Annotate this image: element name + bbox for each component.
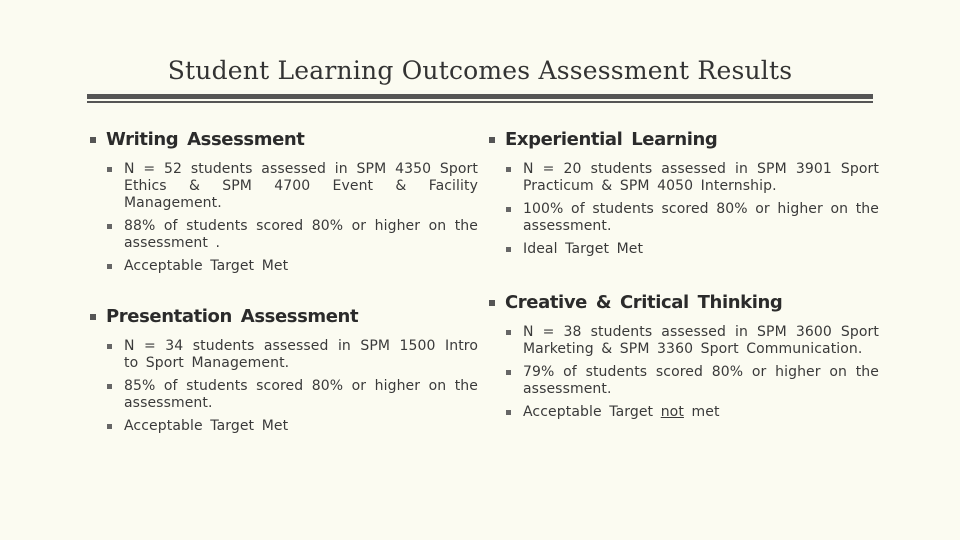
list-item: N = 34 students assessed in SPM 1500 Intro to Sport Management. (124, 338, 478, 372)
square-bullet-icon (506, 247, 511, 252)
section-heading (487, 291, 879, 315)
square-bullet-icon (506, 207, 511, 212)
heading-text: Writing Assessment (106, 129, 305, 150)
presentation-assessment-section (88, 305, 478, 435)
list-item: 85% of students scored 80% or higher on the assessment. (124, 378, 478, 412)
experiential-learning-section (487, 128, 879, 258)
section-heading (88, 128, 478, 152)
square-bullet-icon (506, 410, 511, 415)
square-bullet-icon (90, 137, 96, 143)
list-item: Acceptable Target not met (523, 404, 879, 421)
section-heading (487, 128, 879, 152)
square-bullet-icon (107, 167, 112, 172)
square-bullet-icon (107, 384, 112, 389)
right-column (487, 128, 879, 427)
list-item: Acceptable Target Met (124, 258, 478, 275)
list-item: N = 38 students assessed in SPM 3600 Sport Marketing & SPM 3360 Sport Communication. (523, 324, 879, 358)
heading-text: Creative & Critical Thinking (505, 292, 783, 313)
title-rule-thick (87, 94, 873, 99)
square-bullet-icon (506, 330, 511, 335)
square-bullet-icon (107, 224, 112, 229)
list-item: Ideal Target Met (523, 241, 879, 258)
list-item: 100% of students scored 80% or higher on the assessment. (523, 201, 879, 235)
heading-text: Experiential Learning (505, 129, 718, 150)
list-item: N = 20 students assessed in SPM 3901 Sport Practicum & SPM 4050 Internship. (523, 161, 879, 195)
underlined-word: not (660, 404, 684, 420)
square-bullet-icon (506, 167, 511, 172)
square-bullet-icon (90, 314, 96, 320)
square-bullet-icon (107, 424, 112, 429)
square-bullet-icon (107, 344, 112, 349)
writing-assessment-section (88, 128, 478, 275)
list-item: N = 52 students assessed in SPM 4350 Sport Ethics & SPM 4700 Event & Facility Management. (124, 161, 478, 212)
square-bullet-icon (506, 370, 511, 375)
list-item: 88% of students scored 80% or higher on the assessment . (124, 218, 478, 252)
creative-critical-thinking-section (487, 291, 879, 421)
section-heading (88, 305, 478, 329)
left-column (88, 128, 478, 441)
slide-title: Student Learning Outcomes Assessment Results (167, 56, 793, 85)
title-rule-thin (87, 101, 873, 103)
list-item: Acceptable Target Met (124, 418, 478, 435)
square-bullet-icon (489, 137, 495, 143)
square-bullet-icon (107, 264, 112, 269)
square-bullet-icon (489, 300, 495, 306)
heading-text: Presentation Assessment (106, 306, 359, 327)
list-item: 79% of students scored 80% or higher on the assessment. (523, 364, 879, 398)
